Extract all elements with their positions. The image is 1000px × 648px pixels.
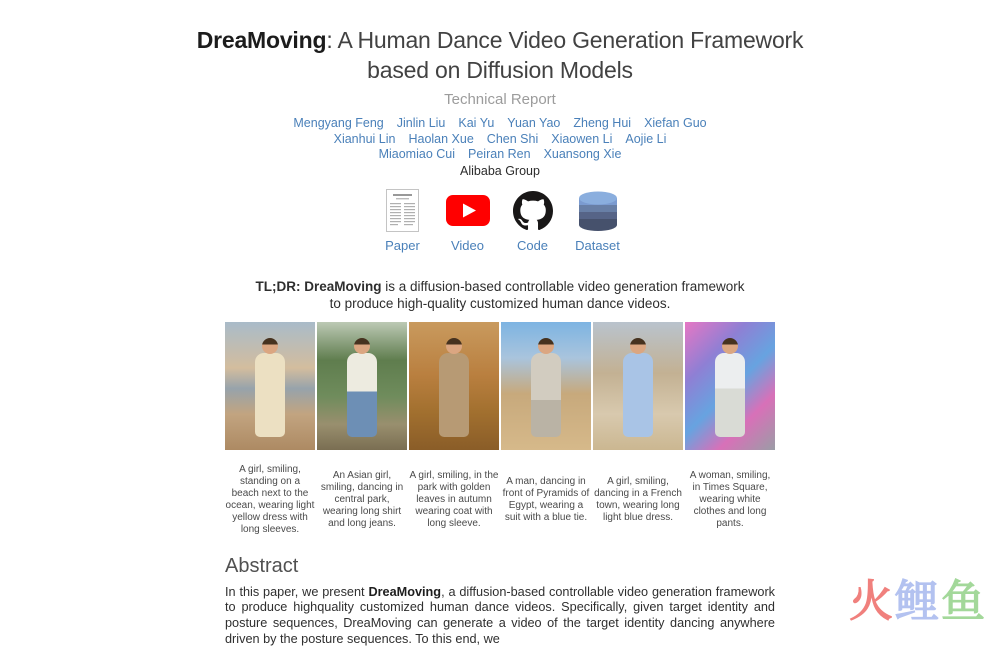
title-line-2: based on Diffusion Models: [367, 57, 633, 83]
resource-label: Paper: [385, 237, 420, 253]
author-link[interactable]: Chen Shi: [486, 131, 539, 146]
gallery-image-central-park: [317, 322, 407, 450]
gallery-caption: A woman, smiling, in Times Square, wearing white clothes and long pants.: [689, 469, 771, 529]
author-row: [225, 147, 775, 163]
gallery-image-times-square: [685, 322, 775, 450]
database-cylinder-icon: [578, 189, 618, 233]
title-rest: : A Human Dance Video Generation Framework: [326, 27, 804, 53]
gallery: [225, 322, 775, 450]
abstract-text: [225, 585, 775, 648]
tldr-label: TL;DR:: [255, 278, 301, 294]
author-link[interactable]: Haolan Xue: [408, 131, 474, 146]
paper-document-icon: [386, 189, 419, 233]
tldr-statement: [253, 278, 748, 312]
author-row: [225, 132, 775, 148]
gallery-caption: An Asian girl, smiling, dancing in central park, wearing long shirt and long jeans.: [320, 469, 404, 529]
code-link[interactable]: [511, 189, 555, 253]
youtube-play-icon: [446, 189, 490, 233]
gallery-caption: A girl, smiling, standing on a beach next to the ocean, wearing light yellow dress with long sleeves.: [225, 463, 315, 535]
author-link[interactable]: Xiefan Guo: [644, 116, 707, 130]
gallery-caption: A girl, smiling, dancing in a French town, wearing long light blue dress.: [594, 475, 682, 523]
subtitle: Technical Report: [444, 91, 556, 108]
watermark-char-1: 火: [849, 576, 895, 627]
author-link[interactable]: Aojie Li: [625, 131, 667, 146]
author-list: [225, 116, 775, 163]
author-link[interactable]: Kai Yu: [458, 116, 495, 130]
resource-links: [225, 189, 775, 253]
project-page-content: [196, 0, 804, 648]
watermark-char-3: 鱼: [941, 576, 987, 627]
author-link[interactable]: Jinlin Liu: [396, 116, 446, 130]
abstract-rest: , a diffusion-based controllable video generation framework to produce highquality customized human dance videos. Specifically, given target identity and posture sequences, DreaMoving can generate a video of the target identity dancing anywhere driven by the posture sequences. To this end, we: [225, 584, 776, 646]
author-link[interactable]: Peiran Ren: [468, 147, 531, 161]
abstract-framework-name: DreaMoving: [368, 584, 442, 599]
gallery-caption: A girl, smiling, in the park with golden leaves in autumn wearing coat with long sleeve.: [409, 469, 499, 529]
dataset-link[interactable]: [576, 189, 620, 253]
gallery-image-beach: [225, 322, 315, 450]
abstract-prefix: In this paper, we present: [225, 584, 369, 599]
gallery-captions: [225, 456, 775, 544]
author-row: [225, 116, 775, 132]
video-link[interactable]: [446, 189, 490, 253]
watermark-char-2: 鲤: [895, 576, 941, 627]
author-link[interactable]: Miaomiao Cui: [378, 147, 456, 161]
gallery-image-pyramids: [501, 322, 591, 450]
author-link[interactable]: Yuan Yao: [507, 116, 561, 130]
title-bold: DreaMoving: [196, 27, 327, 53]
author-link[interactable]: Xiaowen Li: [551, 131, 613, 146]
author-link[interactable]: Xianhui Lin: [333, 131, 396, 146]
author-link[interactable]: Zheng Hui: [573, 116, 632, 130]
resource-label: Code: [516, 237, 549, 253]
watermark-logo: [849, 578, 987, 626]
resource-label: Video: [450, 237, 484, 253]
author-link[interactable]: Mengyang Feng: [293, 116, 384, 130]
tldr-framework-name: DreaMoving: [304, 278, 382, 294]
page-title: [180, 25, 820, 85]
gallery-caption: A man, dancing in front of Pyramids of Egypt, wearing a suit with a blue tie.: [502, 475, 590, 523]
author-link[interactable]: Xuansong Xie: [543, 147, 622, 161]
github-octocat-icon: [513, 189, 553, 233]
gallery-image-french-town: [593, 322, 683, 450]
affiliation: Alibaba Group: [460, 163, 540, 178]
resource-label: Dataset: [575, 237, 620, 253]
abstract-heading: Abstract: [225, 554, 299, 577]
gallery-image-autumn-park: [409, 322, 499, 450]
tldr-text: is a diffusion-based controllable video generation framework to produce high-quality customized human dance videos.: [329, 278, 745, 311]
paper-link[interactable]: [381, 189, 425, 253]
title-line-1: [180, 25, 820, 55]
